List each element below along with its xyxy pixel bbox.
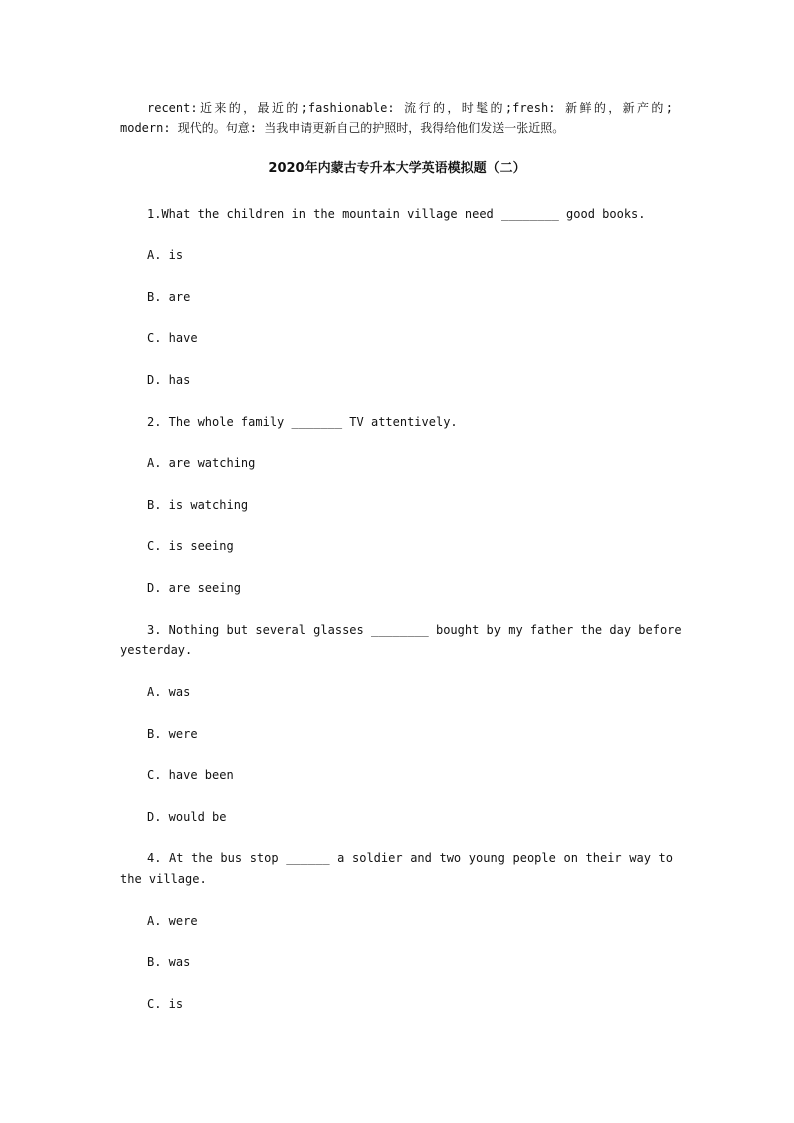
question-3-option-a: A. was [147, 685, 191, 699]
question-4-stem-line-1: 4. At the bus stop ______ a soldier and two young people on their way to [147, 851, 673, 865]
question-3-option-d: D. would be [147, 810, 227, 824]
page-title: 2020年内蒙古专升本大学英语模拟题（二） [268, 161, 526, 176]
question-1-stem: 1.What the children in the mountain village need ________ good books. [147, 207, 646, 221]
intro-line-1: recent:近来的，最近的;fashionable: 流行的，时髦的;fresh: 新鲜的，新产的; [147, 101, 673, 115]
question-4-option-a: A. were [147, 914, 198, 928]
question-1-option-b: B. are [147, 290, 191, 304]
question-4-option-b: B. was [147, 955, 191, 969]
question-2-stem: 2. The whole family _______ TV attentively. [147, 415, 458, 429]
question-1-option-c: C. have [147, 331, 198, 345]
question-3-stem-line-2: yesterday. [120, 643, 193, 657]
question-1-option-d: D. has [147, 373, 191, 387]
question-3-option-c: C. have been [147, 768, 234, 782]
question-3-stem-line-1: 3. Nothing but several glasses ________ bought by my father the day before [147, 623, 682, 637]
question-4-stem-line-2: the village. [120, 872, 207, 886]
question-2-option-a: A. are watching [147, 456, 256, 470]
question-2-option-b: B. is watching [147, 498, 249, 512]
question-3-option-b: B. were [147, 727, 198, 741]
question-2-option-d: D. are seeing [147, 581, 241, 595]
question-4-option-c: C. is [147, 997, 184, 1011]
intro-line-2: modern: 现代的。句意: 当我申请更新自己的护照时，我得给他们发送一张近照。 [120, 121, 565, 135]
question-2-option-c: C. is seeing [147, 539, 234, 553]
question-1-option-a: A. is [147, 248, 184, 262]
